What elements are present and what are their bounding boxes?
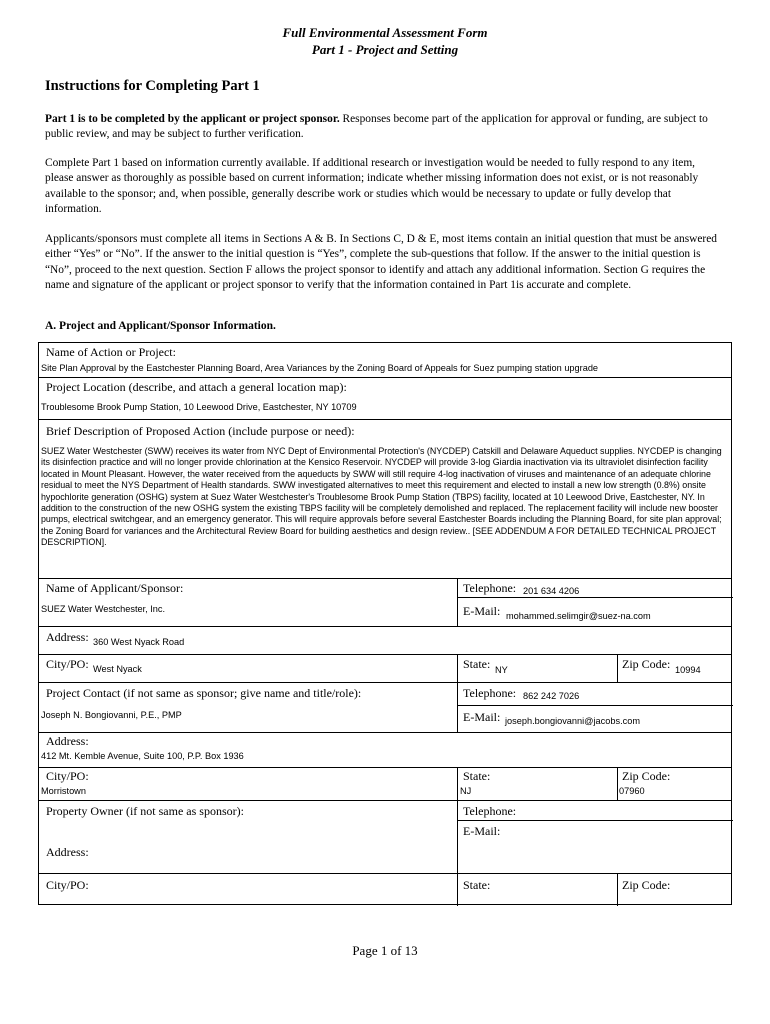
contact-telephone-label: Telephone: xyxy=(463,686,517,700)
contact-zip-field[interactable]: 07960 xyxy=(619,786,645,796)
row-divider xyxy=(39,419,731,420)
row-divider xyxy=(39,654,731,655)
contact-name-label: Project Contact (if not same as sponsor; give name and title/role): xyxy=(46,686,362,700)
instructions-paragraph-3: Applicants/sponsors must complete all items in Sections A & B. In Sections C, D & E, most items contain an initial question that must be answered either “Yes” or “No”. If the answer to the initial question is “Yes”, complete the sub-questions that follow. If the answer to the initial question is “No”, proceed to the next question. Section F allows the project sponsor to identify and attach any additional information. Section G requires the name and signature of the applicant or project sponsor to verify that the information contained in Part 1is accurate and complete. xyxy=(45,233,717,291)
applicant-zip-field[interactable]: 10994 xyxy=(675,665,701,675)
applicant-zip-label: Zip Code: xyxy=(622,657,671,671)
instructions-paragraph-1 xyxy=(45,112,725,143)
owner-zip-label: Zip Code: xyxy=(622,878,671,892)
applicant-telephone-label: Telephone: xyxy=(463,581,517,595)
row-divider xyxy=(39,767,731,768)
owner-name-label: Property Owner (if not same as sponsor): xyxy=(46,804,244,818)
applicant-state-label: State: xyxy=(463,657,491,671)
col-divider xyxy=(457,578,458,626)
col-divider xyxy=(457,767,458,873)
form-title: Full Environmental Assessment Form xyxy=(282,25,488,40)
row-divider xyxy=(39,682,731,683)
description-field[interactable]: SUEZ Water Westchester (SWW) receives its water from NYC Dept of Environmental Protection's (NYCDEP) Catskill and Delaware Aqueduct supplies. NYCDEP is changing its disinfection practice and will no longer provide chlorination at the Kensico Reservoir. NYCDEP will provide 3-log Giardia inactivation via its ultraviolet disinfection facility located in Mount Pleasant. However, the water received from the aqueducts by SWW will still require 4-log inactivation of viruses and maintenance of an adequate chlorine residual to meet the NYS Department of Health standards. SWW investigated alternatives to meet this requirement and elected to install a new low strength (0.8%) onsite hypochlorite generation (OSHG) system at Suez Water Westchester's Troublesome Brook Pump Station (TBPS) facility, located at 10 Leewood Drive, Eastchester, NY. In addition to the construction of the new OSHG system the existing TBPS facility will be completely demolished and replaced. The replacement facility will include new booster pumps, electrical switchgear, and an emergency generator. This will require approvals before several Eastchester Boards including the Planning Board, for site plan approval; the Zoning Board for variances and the Architectural Review Board for building aesthetics and design review.. [SEE ADDENDUM A FOR DETAILED TECHNICAL PROJECT DESCRIPTION]. xyxy=(41,446,722,548)
applicant-telephone-field[interactable]: 201 634 4206 xyxy=(523,586,580,596)
instructions-paragraph-2: Complete Part 1 based on information currently available. If additional research or investigation would be needed to fully respond to any item, please answer as thoroughly as possible based on current information; indicate whether missing information does not exist, or is not reasonably available to the sponsor; and, when possible, generally describe work or studies which would be necessary to update or fully develop that information. xyxy=(45,157,699,215)
col-divider xyxy=(617,654,618,682)
owner-address-label: Address: xyxy=(46,845,89,859)
col-divider xyxy=(457,873,458,906)
contact-state-label: State: xyxy=(463,769,491,783)
applicant-name-field[interactable]: SUEZ Water Westchester, Inc. xyxy=(41,604,166,614)
instructions-paragraph-1-bold: Part 1 is to be completed by the applicant or project sponsor. xyxy=(45,113,340,125)
applicant-email-field[interactable]: mohammed.selimgir@suez-na.com xyxy=(506,611,651,621)
project-location-field[interactable]: Troublesome Brook Pump Station, 10 Leewood Drive, Eastchester, NY 10709 xyxy=(41,402,357,412)
owner-city-label: City/PO: xyxy=(46,878,89,892)
applicant-address-field[interactable]: 360 West Nyack Road xyxy=(93,637,185,647)
owner-telephone-label: Telephone: xyxy=(463,804,517,818)
applicant-name-label: Name of Applicant/Sponsor: xyxy=(46,581,184,595)
section-a-heading: A. Project and Applicant/Sponsor Information. xyxy=(45,320,276,332)
contact-name-field[interactable]: Joseph N. Bongiovanni, P.E., PMP xyxy=(41,710,182,720)
owner-email-label: E-Mail: xyxy=(463,824,501,838)
contact-address-label: Address: xyxy=(46,734,89,748)
cell-divider xyxy=(457,705,733,706)
contact-state-field[interactable]: NJ xyxy=(460,786,472,796)
contact-email-field[interactable]: joseph.bongiovanni@jacobs.com xyxy=(505,716,640,726)
section-a-form xyxy=(38,342,732,905)
contact-telephone-field[interactable]: 862 242 7026 xyxy=(523,691,580,701)
instructions-paragraph-1-text: Responses become part of the application for approval or funding, are subject to public review, and may be subject to further verification. xyxy=(45,113,708,141)
name-of-action-field[interactable]: Site Plan Approval by the Eastchester Planning Board, Area Variances by the Zoning Board of Appeals for Suez pumping station upgrade xyxy=(41,363,599,373)
applicant-city-field[interactable]: West Nyack xyxy=(93,664,142,674)
row-divider xyxy=(39,578,731,579)
row-divider xyxy=(39,873,731,874)
owner-state-label: State: xyxy=(463,878,491,892)
contact-city-field[interactable]: Morristown xyxy=(41,786,86,796)
row-divider xyxy=(39,626,731,627)
row-divider xyxy=(39,377,731,378)
form-subtitle: Part 1 - Project and Setting xyxy=(311,42,459,57)
col-divider xyxy=(617,873,618,906)
name-of-action-label: Name of Action or Project: xyxy=(46,345,176,359)
col-divider xyxy=(617,767,618,800)
page-number: Page 1 of 13 xyxy=(352,943,418,958)
col-divider xyxy=(457,654,458,732)
cell-divider xyxy=(457,820,733,821)
description-label: Brief Description of Proposed Action (include purpose or need): xyxy=(46,424,355,438)
instructions-heading: Instructions for Completing Part 1 xyxy=(45,78,260,94)
cell-divider xyxy=(457,597,733,598)
contact-address-field[interactable]: 412 Mt. Kemble Avenue, Suite 100, P.P. Box 1936 xyxy=(41,751,244,761)
applicant-email-label: E-Mail: xyxy=(463,604,501,618)
applicant-address-label: Address: xyxy=(46,630,89,644)
contact-email-label: E-Mail: xyxy=(463,710,501,724)
contact-city-label: City/PO: xyxy=(46,769,89,783)
applicant-city-label: City/PO: xyxy=(46,657,89,671)
contact-zip-label: Zip Code: xyxy=(622,769,671,783)
applicant-state-field[interactable]: NY xyxy=(495,665,508,675)
project-location-label: Project Location (describe, and attach a general location map): xyxy=(46,380,347,394)
row-divider xyxy=(39,800,731,801)
row-divider xyxy=(39,732,731,733)
